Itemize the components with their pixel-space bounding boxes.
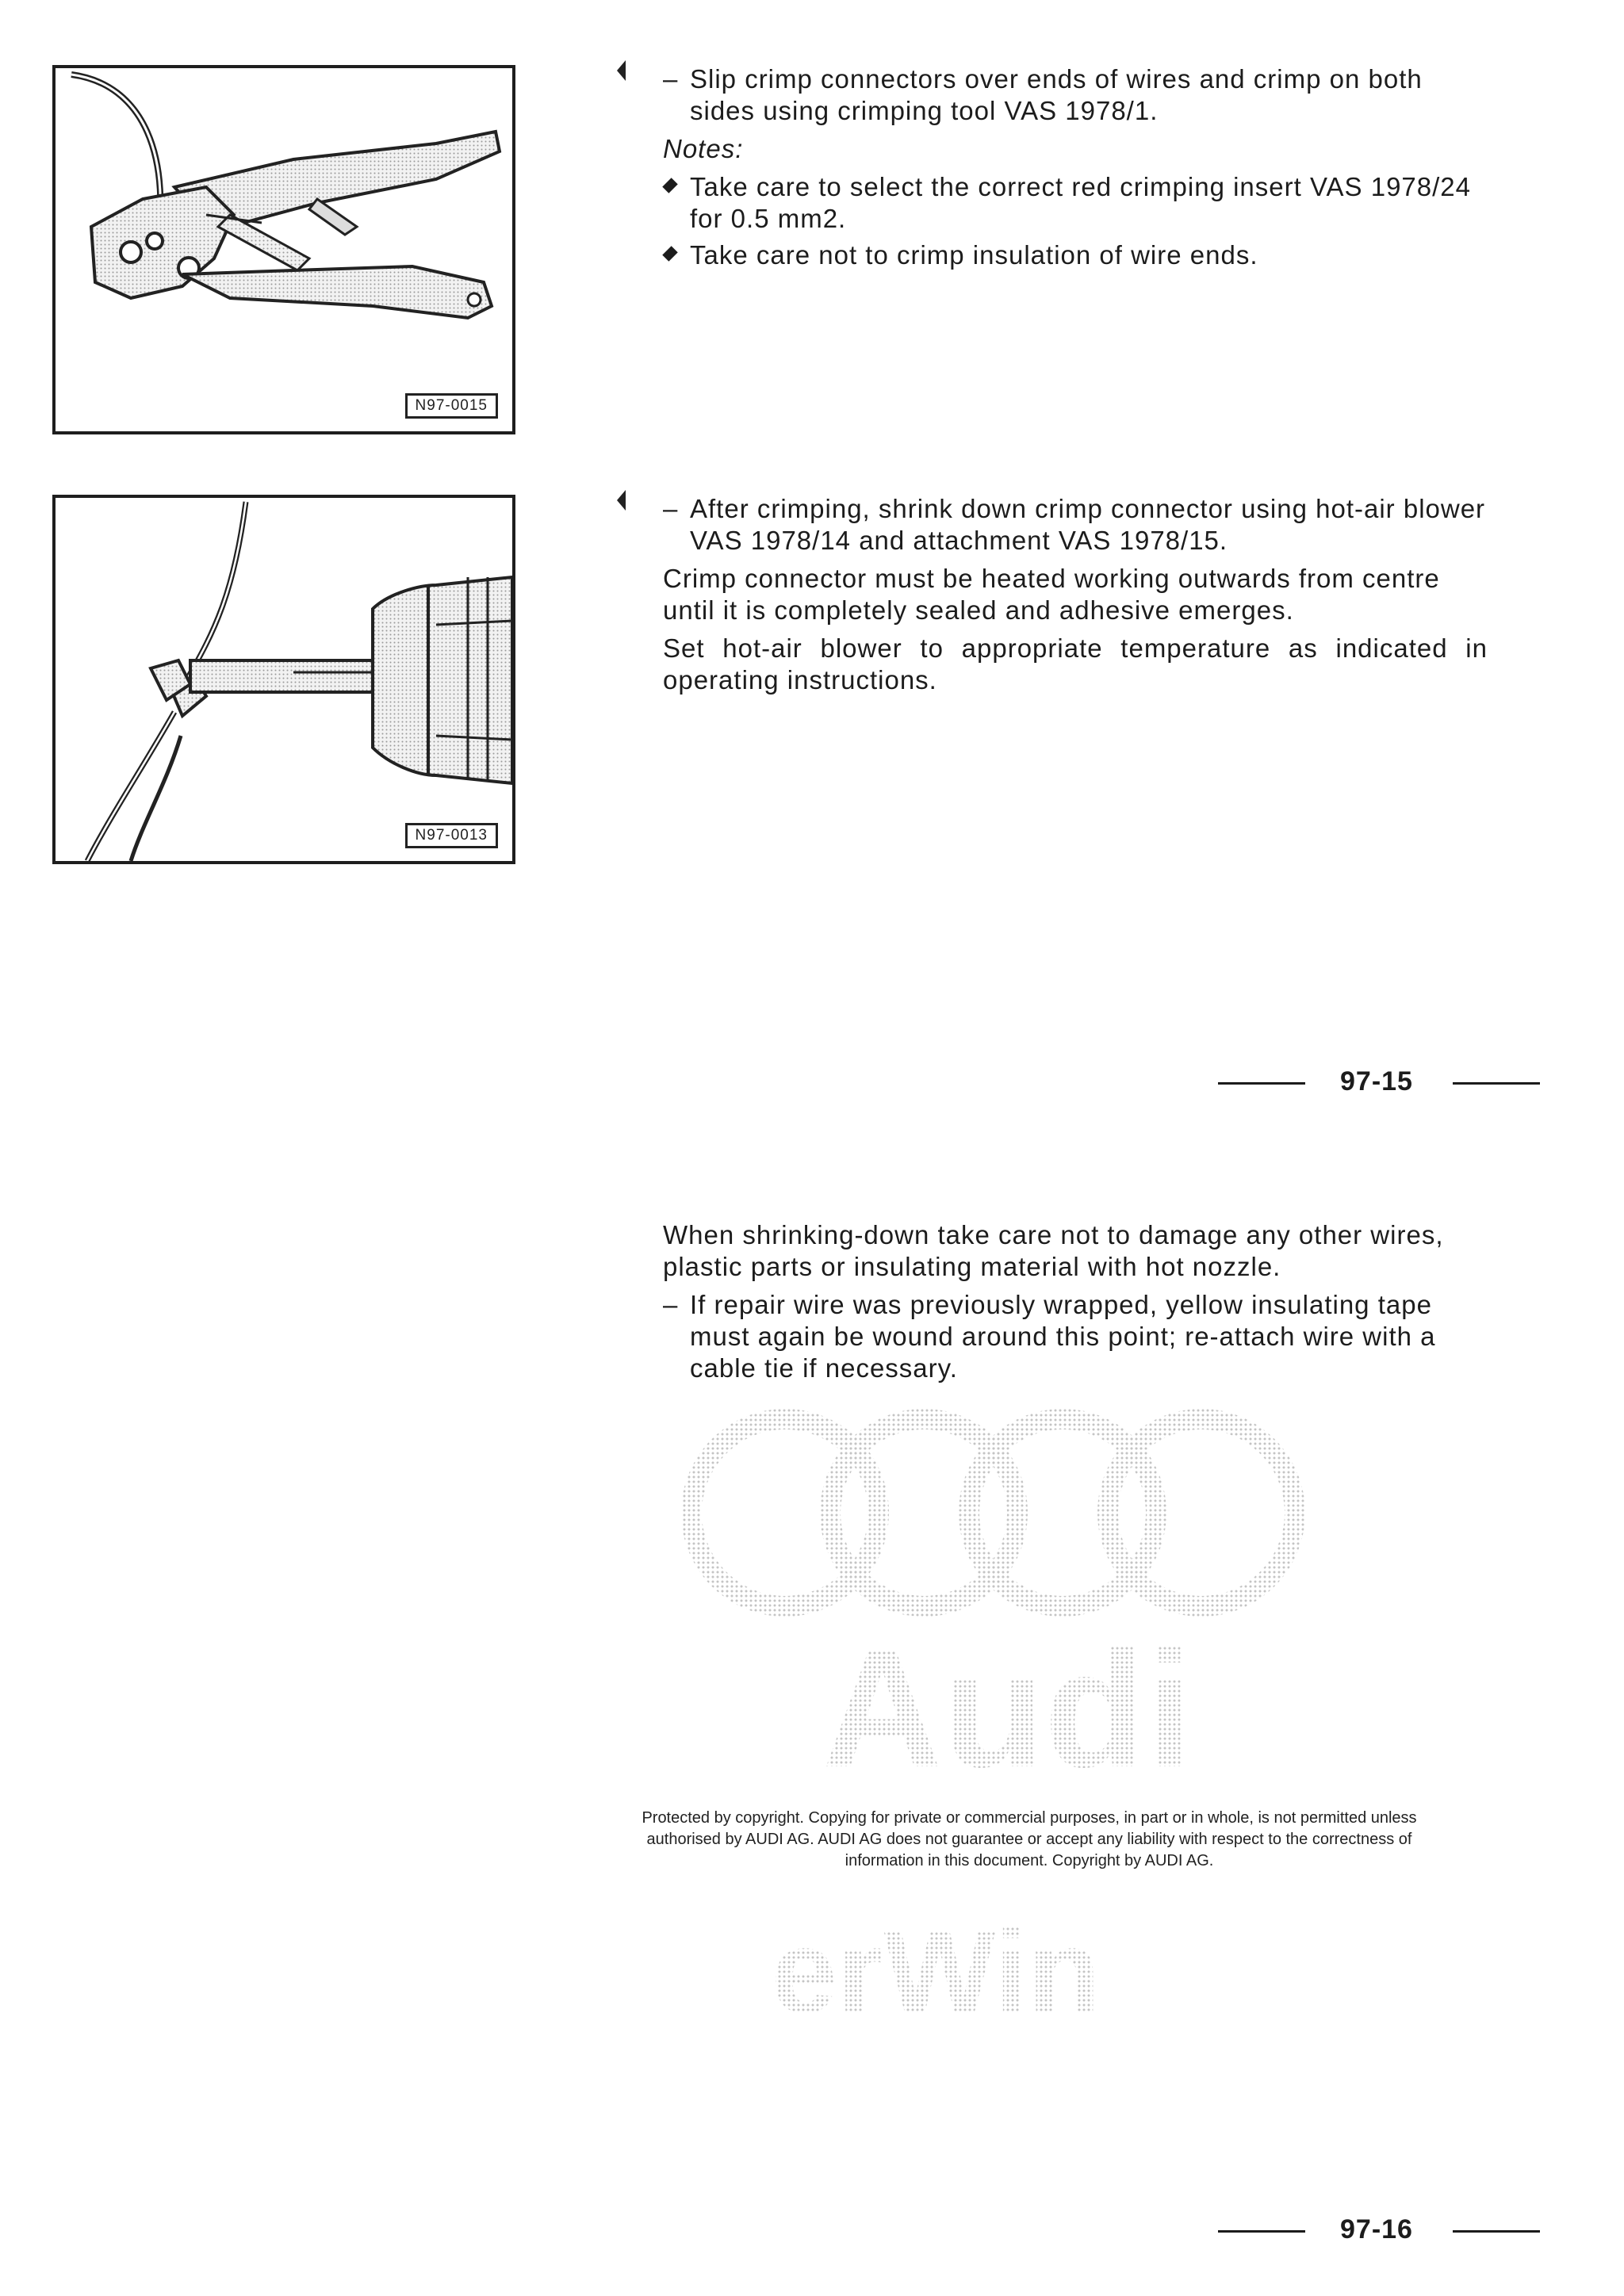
- paragraph: Crimp connector must be heated working outwards from centre until it is completely sealed and adhesive emerges.: [663, 564, 1440, 625]
- step-dash: –: [663, 1290, 679, 1319]
- watermark-brand: Audi: [822, 1616, 1193, 1802]
- section-shrink: [663, 493, 1488, 702]
- paragraph: When shrinking-down take care not to damage any other wires, plastic parts or insulating material with hot nozzle.: [663, 1220, 1444, 1281]
- note-text: Take care not to crimp insulation of wire ends.: [690, 240, 1258, 270]
- note-item: [663, 171, 1488, 235]
- page-number-rule-right: [1453, 2230, 1540, 2233]
- diamond-bullet-icon: [662, 178, 678, 193]
- hot-air-blower-illustration: [56, 498, 512, 861]
- page-number-rule-left: [1218, 2230, 1305, 2233]
- watermark-sub: erWin: [771, 1904, 1101, 2028]
- page-number-rule-left: [1218, 1082, 1305, 1085]
- step-text: After crimping, shrink down crimp connector using hot-air blower VAS 1978/14 and attachment VAS 1978/15.: [690, 494, 1486, 555]
- page-number-rule-right: [1453, 1082, 1540, 1085]
- note-text: Take care to select the correct red crimping insert VAS 1978/24 for 0.5 mm2.: [690, 172, 1472, 233]
- figure-crimping-tool: [52, 65, 515, 434]
- figure-pointer-icon: [617, 490, 626, 511]
- section-crimp: [663, 63, 1488, 276]
- page-number: 97-16: [1340, 2214, 1413, 2244]
- figure-label: N97-0015: [405, 393, 498, 419]
- notes-heading: Notes:: [663, 134, 744, 163]
- figure-pointer-icon: [617, 60, 626, 81]
- step-dash: –: [663, 494, 679, 523]
- instruction-step: [663, 493, 1488, 557]
- section-caution: [663, 1219, 1488, 1391]
- figure-label: N97-0013: [405, 823, 498, 848]
- audi-rings-logo-icon: [682, 1394, 1332, 2028]
- crimping-tool-illustration: [56, 68, 512, 431]
- figure-hot-air-blower: [52, 495, 515, 864]
- audi-watermark: [682, 1394, 1332, 2032]
- copyright-notice: Protected by copyright. Copying for private or commercial purposes, in part or in whole, is not permitted unless authorised by AUDI AG. AUDI AG does not guarantee or accept any liability with respect to the correctness of information in this document. Copyright by AUDI AG.: [642, 1809, 1417, 1869]
- page-number: 97-15: [1340, 1066, 1413, 1096]
- paragraph: Set hot-air blower to appropriate temperature as indicated in operating instructions.: [663, 633, 1488, 695]
- note-item: [663, 239, 1488, 271]
- instruction-step: [663, 1289, 1488, 1384]
- step-dash: –: [663, 64, 679, 94]
- diamond-bullet-icon: [662, 246, 678, 262]
- step-text: Slip crimp connectors over ends of wires and crimp on both sides using crimping tool VAS 1978/1.: [690, 64, 1423, 125]
- instruction-step: [663, 63, 1488, 127]
- step-text: If repair wire was previously wrapped, yellow insulating tape must again be wound around this point; re-attach wire with a cable tie if necessary.: [690, 1290, 1436, 1383]
